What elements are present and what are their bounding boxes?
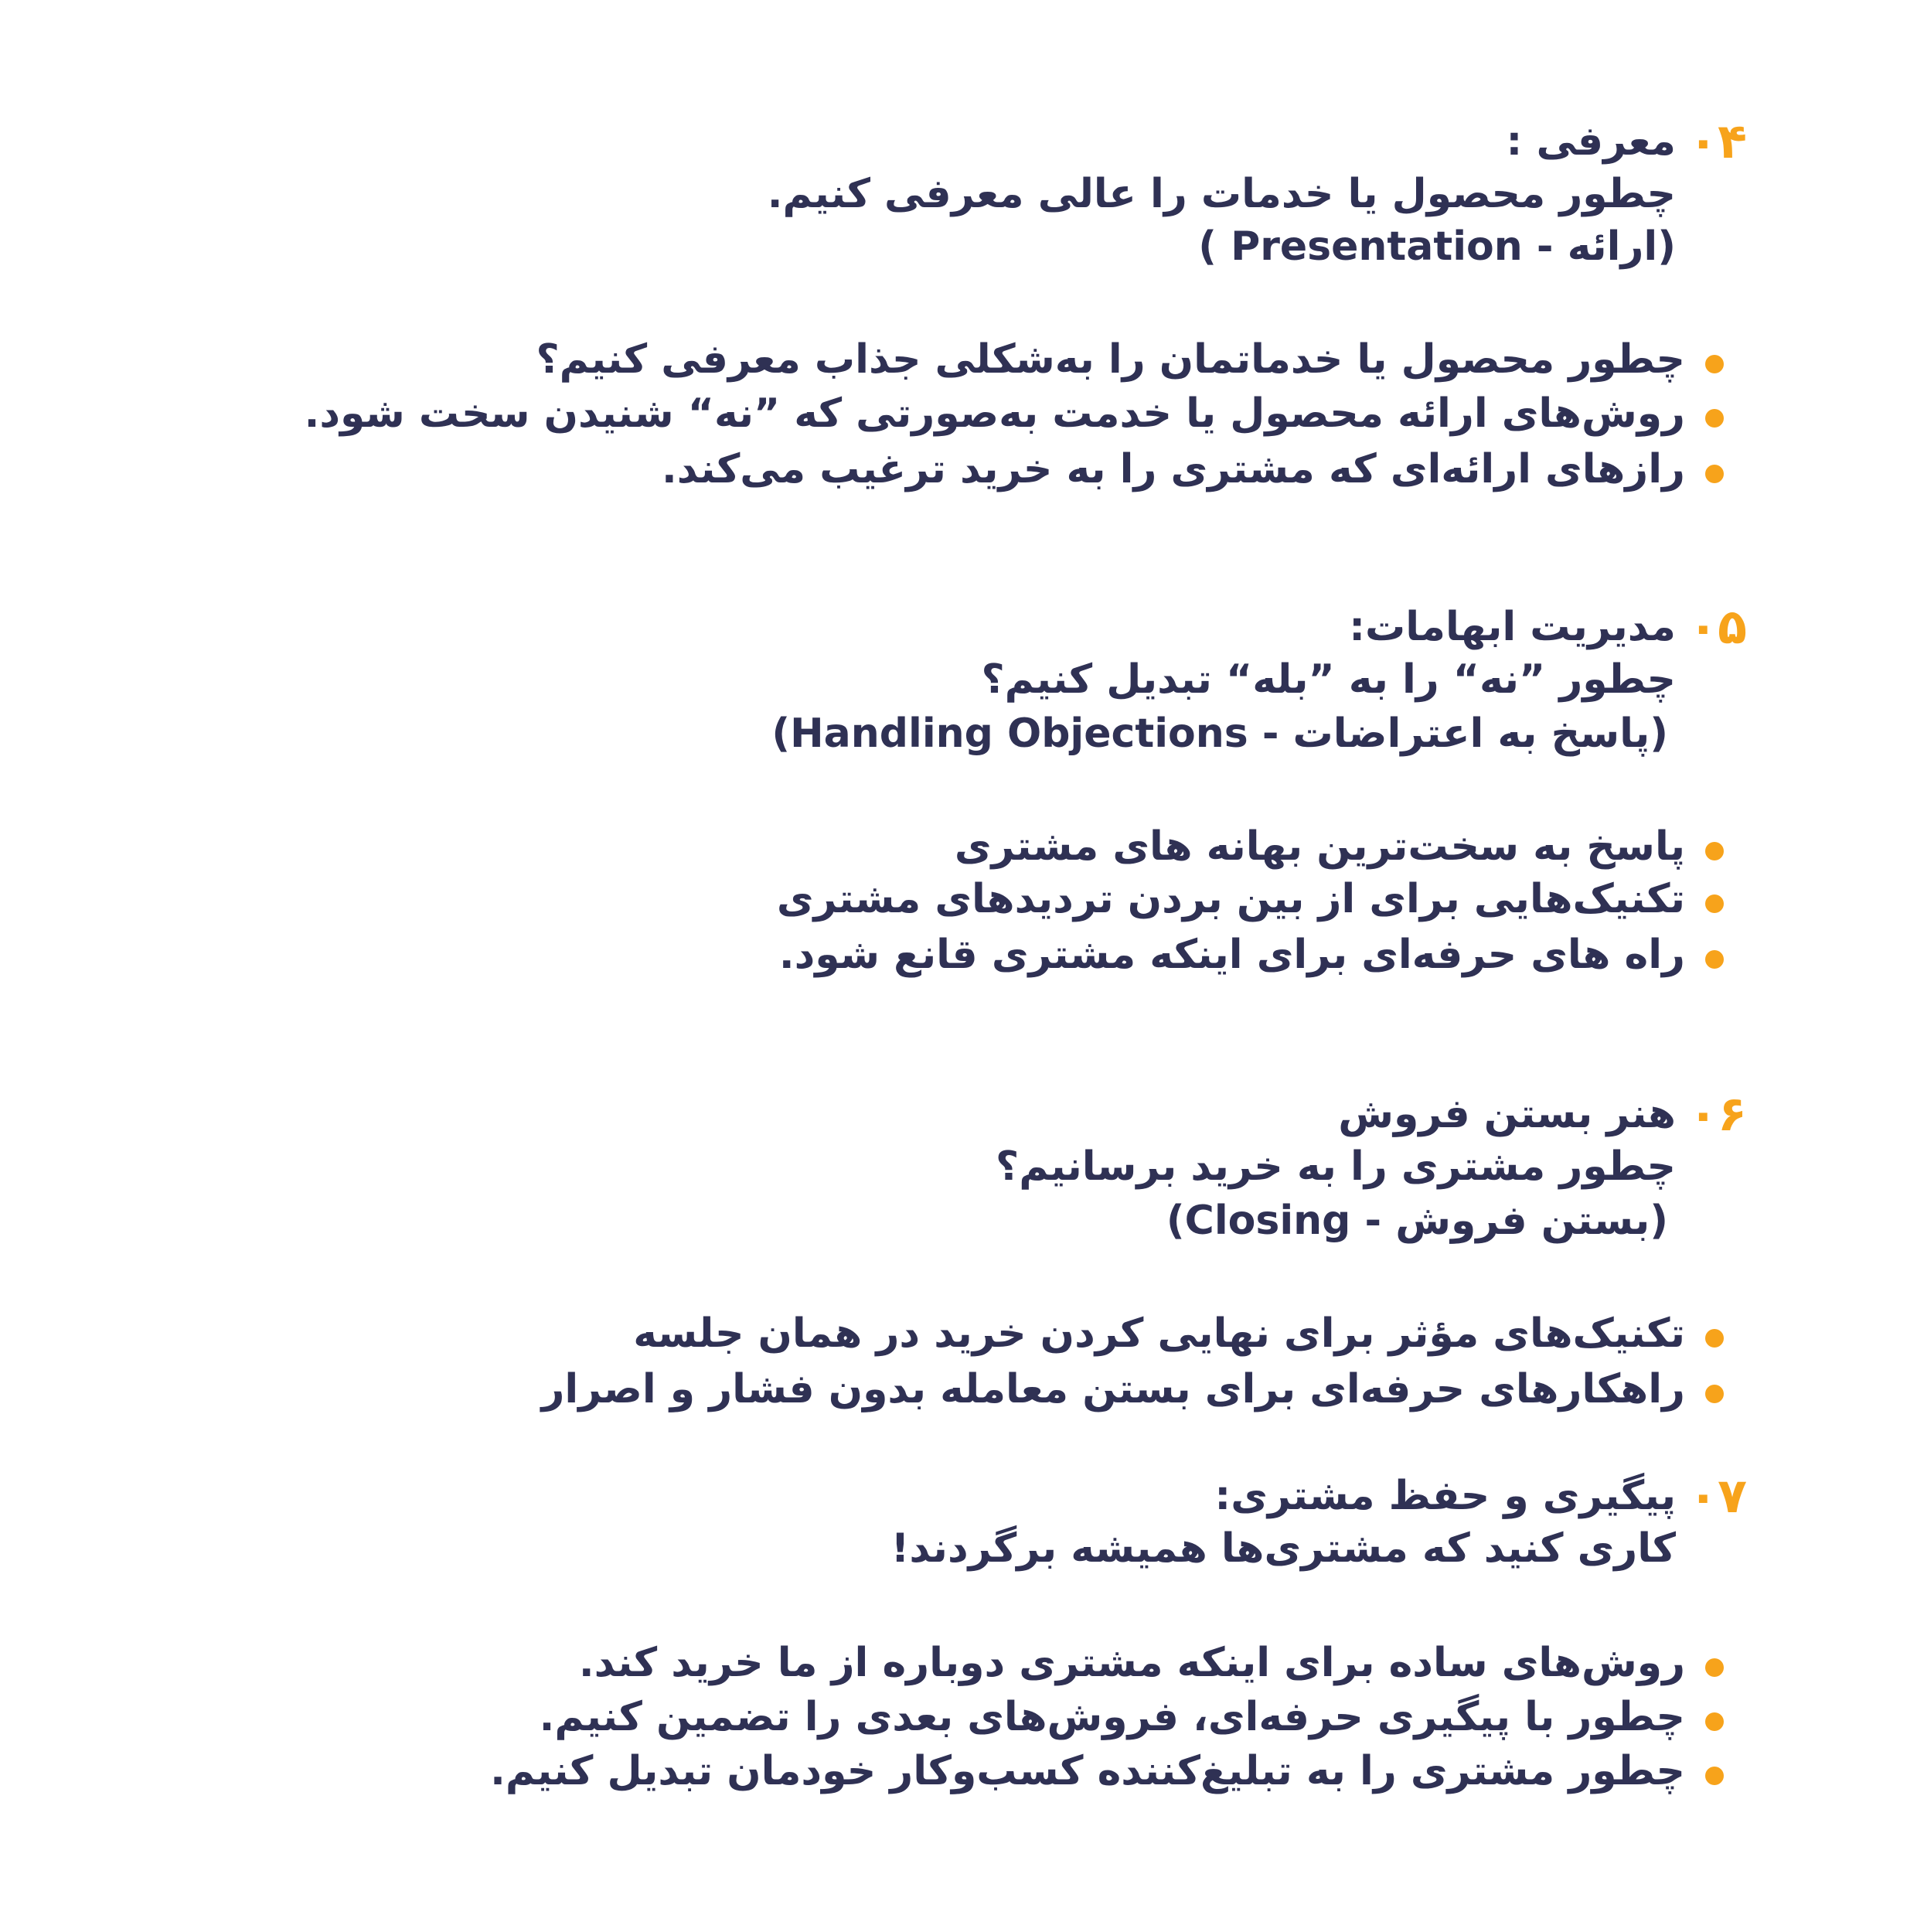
section-04-bullet: [662, 445, 1724, 493]
bullet-dot-icon: [1705, 842, 1724, 860]
bullet-text: چطور محصول یا خدماتمان را به‌شکلی جذاب معرفی کنیم؟: [536, 336, 1685, 383]
section-04-english-label: (ارائه - Presentation ): [1198, 223, 1676, 270]
bullet-text: روش‌های ساده برای اینکه مشتری دوباره از ما خرید کند.: [578, 1640, 1685, 1686]
section-07-bullet: [490, 1747, 1724, 1795]
bullet-dot-icon: [1705, 1712, 1724, 1731]
section-06-subtitle: چطور مشتری را به خرید برسانیم؟: [996, 1143, 1676, 1190]
bullet-dot-icon: [1705, 894, 1724, 913]
section-05-bullet: [955, 823, 1724, 871]
section-05-number: ۰۵: [1688, 598, 1747, 655]
bullet-text: روش‌های ارائه محصول یا خدمت به‌صورتی که ”نه“ شنیدن سخت شود.: [304, 390, 1685, 437]
bullet-text: تکنیک‌های مؤثر برای نهایی کردن خرید در همان جلسه: [633, 1310, 1685, 1357]
bullet-dot-icon: [1705, 1658, 1724, 1677]
bullet-text: چطور مشتری را به تبلیغ‌کننده کسب‌وکار خودمان تبدیل کنیم.: [490, 1748, 1685, 1794]
section-07-bullet: [540, 1693, 1724, 1741]
section-04-title: معرفی :: [1506, 118, 1676, 165]
bullet-text: تکنیک‌هایی برای از بین بردن تردیدهای مشتری: [776, 876, 1685, 922]
section-07-subtitle: کاری کنید که مشتری‌ها همیشه برگردند!: [890, 1525, 1676, 1572]
section-06-title: هنر بستن فروش: [1338, 1091, 1676, 1137]
bullet-dot-icon: [1705, 355, 1724, 373]
bullet-text: پاسخ به سخت‌ترین بهانه های مشتری: [954, 823, 1685, 870]
bullet-dot-icon: [1705, 465, 1724, 483]
bullet-text: راهکارهای حرفه‌ای برای بستن معامله بدون فشار و اصرار: [541, 1366, 1685, 1412]
bullet-dot-icon: [1705, 1329, 1724, 1348]
section-04-bullet: [305, 390, 1724, 438]
bullet-text: چطور با پیگیری حرفه‌ای، فروش‌های بعدی را تضمین کنیم.: [539, 1694, 1685, 1740]
section-05-english-label: (پاسخ به اعتراضات - Handling Objections): [771, 710, 1668, 757]
section-06-bullet: [633, 1310, 1724, 1358]
section-07-bullet: [579, 1639, 1724, 1687]
section-04-subtitle: چطور محصول یا خدمات را عالی معرفی کنیم.: [767, 171, 1676, 217]
bullet-dot-icon: [1705, 1385, 1724, 1403]
section-05-title: مدیریت ابهامات:: [1349, 604, 1676, 650]
section-05-subtitle: چطور ”نه“ را به ”بله“ تبدیل کنیم؟: [981, 656, 1676, 703]
section-04-bullet: [536, 336, 1724, 383]
bullet-dot-icon: [1705, 950, 1724, 969]
bullet-dot-icon: [1705, 1767, 1724, 1785]
section-07-title: پیگیری و حفظ مشتری:: [1214, 1473, 1676, 1519]
section-06-number: ۰۶: [1688, 1085, 1747, 1142]
bullet-text: راه های حرفه‌ای برای اینکه مشتری قانع شود.: [778, 932, 1685, 978]
section-05-bullet: [779, 931, 1724, 979]
section-06-english-label: (بستن فروش - Closing): [1166, 1198, 1668, 1244]
section-04-number: ۰۴: [1688, 113, 1747, 169]
bullet-dot-icon: [1705, 409, 1724, 428]
section-06-bullet: [541, 1365, 1724, 1413]
bullet-text: رازهای ارائه‌ای که مشتری را به خرید ترغیب می‌کند.: [662, 446, 1685, 492]
section-05-bullet: [777, 875, 1724, 923]
section-07-number: ۰۷: [1688, 1467, 1747, 1524]
